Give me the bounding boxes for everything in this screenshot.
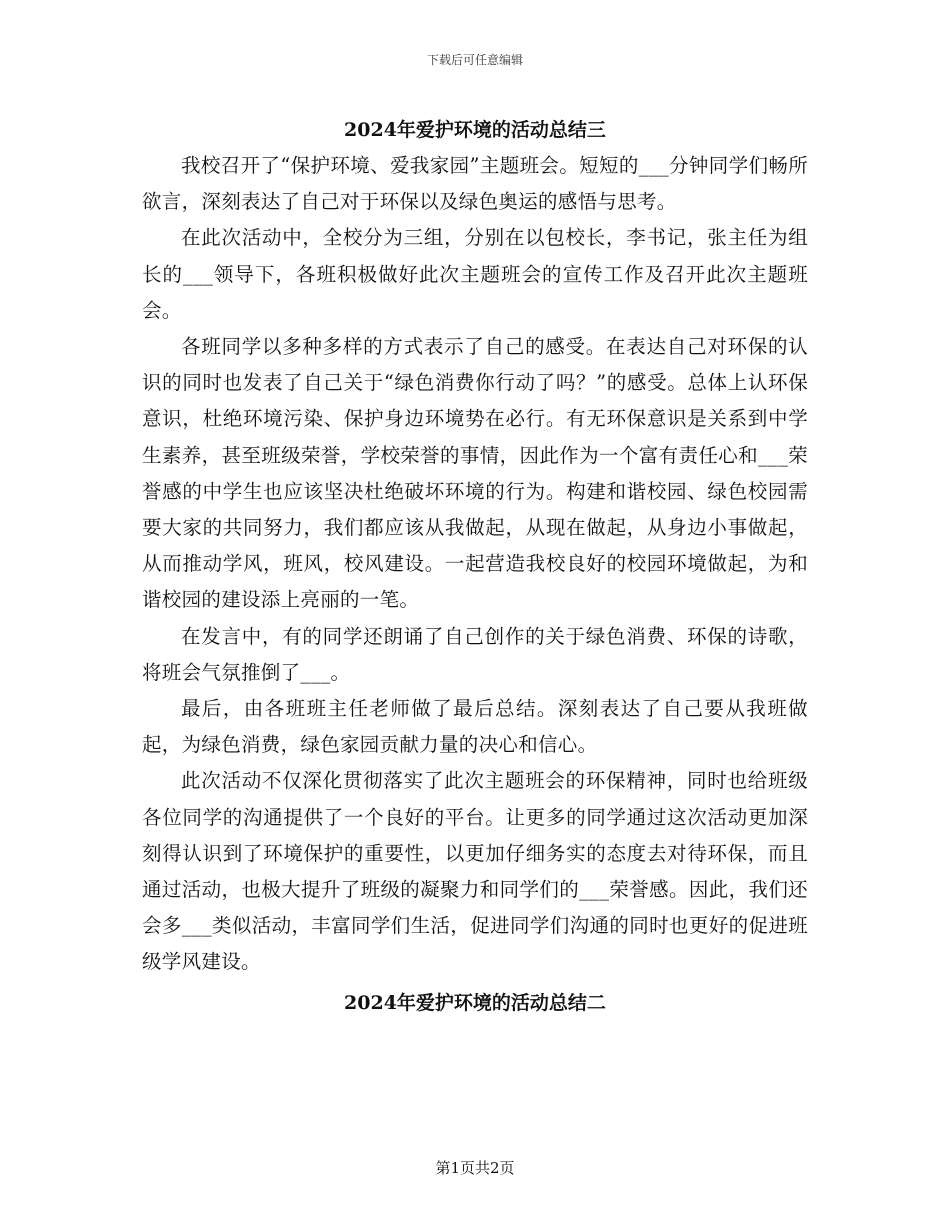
paragraph-6: 此次活动不仅深化贯彻落实了此次主题班会的环保精神，同时也给班级各位同学的沟通提供了一个良好的平台。让更多的同学通过这次活动更加深刻得认识到了环境保护的重要性，以更加仔细务实的态度去对待环保，而且通过活动，也极大提升了班级的凝聚力和同学们的___荣誉感。因此，我们还会多___类似活动，丰富同学们生活，促进同学们沟通的同时也更好的促进班级学风建设。	[142, 769, 808, 974]
page-number: 第1页共2页	[435, 1159, 515, 1177]
paragraph-1: 我校召开了“保护环境、爱我家园”主题班会。短短的___分钟同学们畅所欲言，深刻表达了自己对于环保以及绿色奥运的感悟与思考。	[142, 154, 808, 214]
paragraph-3: 各班同学以多种多样的方式表示了自己的感受。在表达自己对环保的认识的同时也发表了自己关于“绿色消费你行动了吗？”的感受。总体上认环保意识，杜绝环境污染、保护身边环境势在必行。有无环保意识是关系到中学生素养，甚至班级荣誉，学校荣誉的事情，因此作为一个富有责任心和___荣誉感的中学生也应该坚决杜绝破坏环境的行为。构建和谐校园、绿色校园需要大家的共同努力，我们都应该从我做起，从现在做起，从身边小事做起，从而推动学风，班风，校风建设。一起营造我校良好的校园环境做起，为和谐校园的建设添上亮丽的一笔。	[142, 335, 808, 612]
page-header-note: 下载后可任意编辑	[426, 53, 523, 67]
next-section-title: 2024年爱护环境的活动总结二	[344, 991, 606, 1014]
document-body	[142, 112, 808, 1021]
paragraph-4: 在发言中，有的同学还朗诵了自己创作的关于绿色消费、环保的诗歌，将班会气氛推倒了___。	[142, 624, 808, 684]
paragraph-5: 最后，由各班班主任老师做了最后总结。深刻表达了自己要从我班做起，为绿色消费，绿色家园贡献力量的决心和信心。	[142, 697, 808, 757]
paragraph-2: 在此次活动中，全校分为三组，分别在以包校长，李书记，张主任为组长的___领导下，各班积极做好此次主题班会的宣传工作及召开此次主题班会。	[142, 226, 808, 322]
document-title: 2024年爱护环境的活动总结三	[344, 119, 606, 141]
